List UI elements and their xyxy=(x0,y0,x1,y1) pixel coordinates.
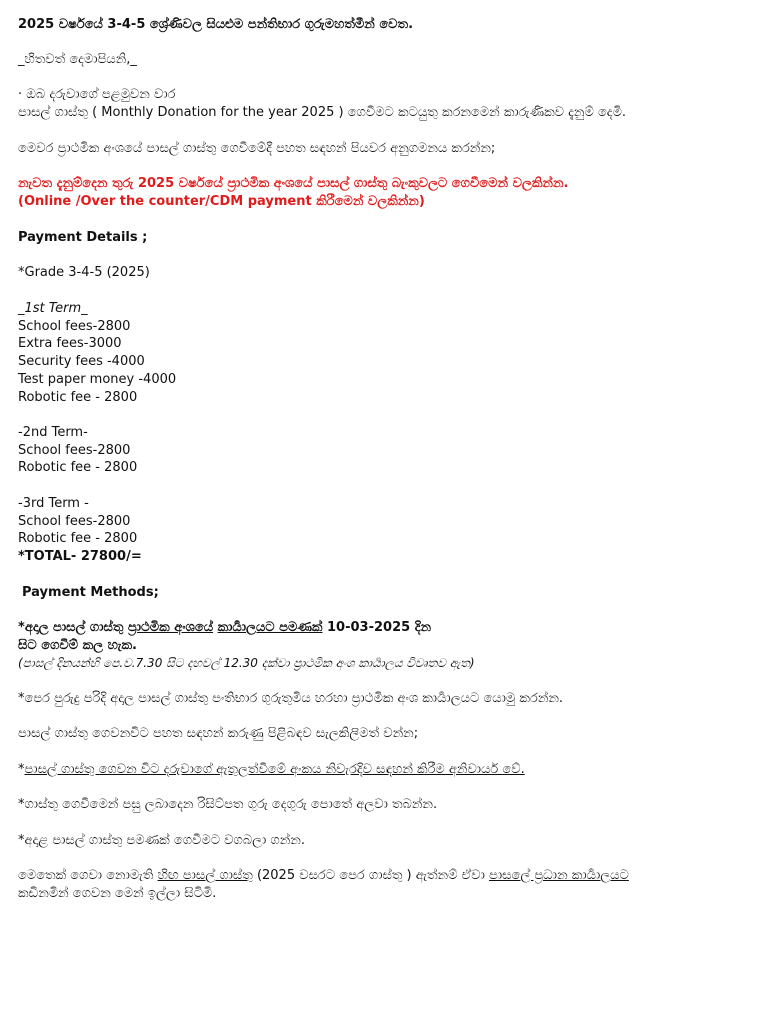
term1-item: Security fees -4000 xyxy=(18,354,145,369)
primary-section-underlined: ප්‍රාථමික අංශයේ xyxy=(127,620,214,635)
payment-details-heading: Payment Details ; xyxy=(18,230,148,245)
term3-item: Robotic fee - 2800 xyxy=(18,531,138,546)
greeting: _හිතවත් දෙමාපියනි,_ xyxy=(18,52,137,67)
steps-note: මෙවර ප්‍රාථමික අංශයේ පාසල් ගාස්තු ගෙවීමේදී පහත සඳහන් පියවර අනුගමනය කරන්න; xyxy=(18,141,496,156)
receipt-note: *ගාස්තු ගෙවීමෙන් පසු ලබාදෙන රිසිට්පත ගුරු දෙගුරු පොතේ අලවා තබන්න. xyxy=(18,797,438,812)
arrears-line-2: කඩිනමින් ගෙවන මෙන් ඉල්ලා සිටිමි. xyxy=(18,886,217,901)
term1-label: _1st Term_ xyxy=(18,301,88,316)
term2-label: -2nd Term- xyxy=(18,425,88,440)
pay-only-relevant-note: *අදාළ පාසල් ගාස්තු පමණක් ගෙවීමට වගබලා ගන්න. xyxy=(18,833,305,848)
arrears-line-1 xyxy=(18,867,758,885)
term1-item: Extra fees-3000 xyxy=(18,336,122,351)
term1-item: Robotic fee - 2800 xyxy=(18,390,138,405)
total-amount: *TOTAL- 27800/= xyxy=(18,549,142,564)
method-office-text-a: අදාල පාසල් ගාස්තු xyxy=(24,620,128,635)
office-only-underlined: කාර්‍යාලයට පමණක් xyxy=(217,620,323,635)
term1-item: Test paper money -4000 xyxy=(18,372,177,387)
term1-item: School fees-2800 xyxy=(18,319,131,334)
admission-number-note xyxy=(18,761,758,779)
admission-number-text: පාසල් ගාස්තු ගෙවන විට දරුවාගේ ඇතුලත්වීමේ අංකය නිවැරදිව සඳහන් කිරීම අනිවාර්ය වේ. xyxy=(24,762,525,777)
term2-item: School fees-2800 xyxy=(18,443,131,458)
bullet-star: * xyxy=(18,762,25,777)
payment-methods-heading: Payment Methods; xyxy=(22,585,159,600)
warning-line-1: නැවත දැනුම්දෙන තුරු 2025 වර්ෂයේ ප්‍රාථමික අංශයේ පාසල් ගාස්තු බැංකුවලට ගෙවීමෙන් වලකින්න. xyxy=(18,176,569,191)
considerations-intro: පාසල් ගාස්තු ගෙවනවිට පහත සඳහන් කරුණු පිළිබඳව සැලකිලිමත් වන්න; xyxy=(18,726,419,741)
method-class-teacher: *පෙර පුරුදු පරිදි අදාල පාසල් ගාස්තු පංතිභාර ගුරුතුමිය හරහා ප්‍රාථමික අංශ කාර්‍යාලයට යොමු කරන්න. xyxy=(18,691,564,706)
grade-label: *Grade 3-4-5 (2025) xyxy=(18,265,150,280)
arrears-text-a: මෙතෙක් ගෙවා නොමැති xyxy=(18,868,158,883)
bullet-star: * xyxy=(18,620,25,635)
notice-header: 2025 වර්ෂයේ 3-4-5 ශ්‍රේණිවල සියළුම පන්තිභාර ගුරුමහත්මීන් වෙත. xyxy=(18,17,414,32)
term3-item: School fees-2800 xyxy=(18,514,131,529)
intro-line-1: · ඔබ දරුවාගේ පළමුවන වාර xyxy=(18,87,176,102)
method-office-line-2: සිට ගෙවීම් කල හැක. xyxy=(18,638,137,653)
term3-label: -3rd Term - xyxy=(18,496,89,511)
arrears-fees-underlined: හිඟ පාසල් ගාස්තු xyxy=(157,868,253,883)
method-office-line-1 xyxy=(18,619,758,637)
method-office-date: 10-03-2025 දින xyxy=(322,620,432,635)
office-hours-note: (පාසල් දිනයන්හි පෙ.ව.7.30 සිට දහවල් 12.30 දක්වා ප්‍රාථමික අංශ කාර්‍යාලය විවෘතව ඇත) xyxy=(18,656,475,670)
main-office-underlined: පාසලේ ප්‍රධාන කාර්‍යාලයට xyxy=(489,868,629,883)
intro-line-2: පාසල් ගාස්තු ( Monthly Donation for the year 2025 ) ගෙවීමට කටයුතු කරනමෙන් කාරුණිකව දැනුම් දෙමි. xyxy=(18,105,627,120)
warning-line-2: (Online /Over the counter/CDM payment කිරීමෙන් වලකින්න) xyxy=(18,194,425,209)
term2-item: Robotic fee - 2800 xyxy=(18,460,138,475)
arrears-text-c: (2025 වසරට පෙර ගාස්තු ) ඇත්නම් ඒවා xyxy=(252,868,490,883)
